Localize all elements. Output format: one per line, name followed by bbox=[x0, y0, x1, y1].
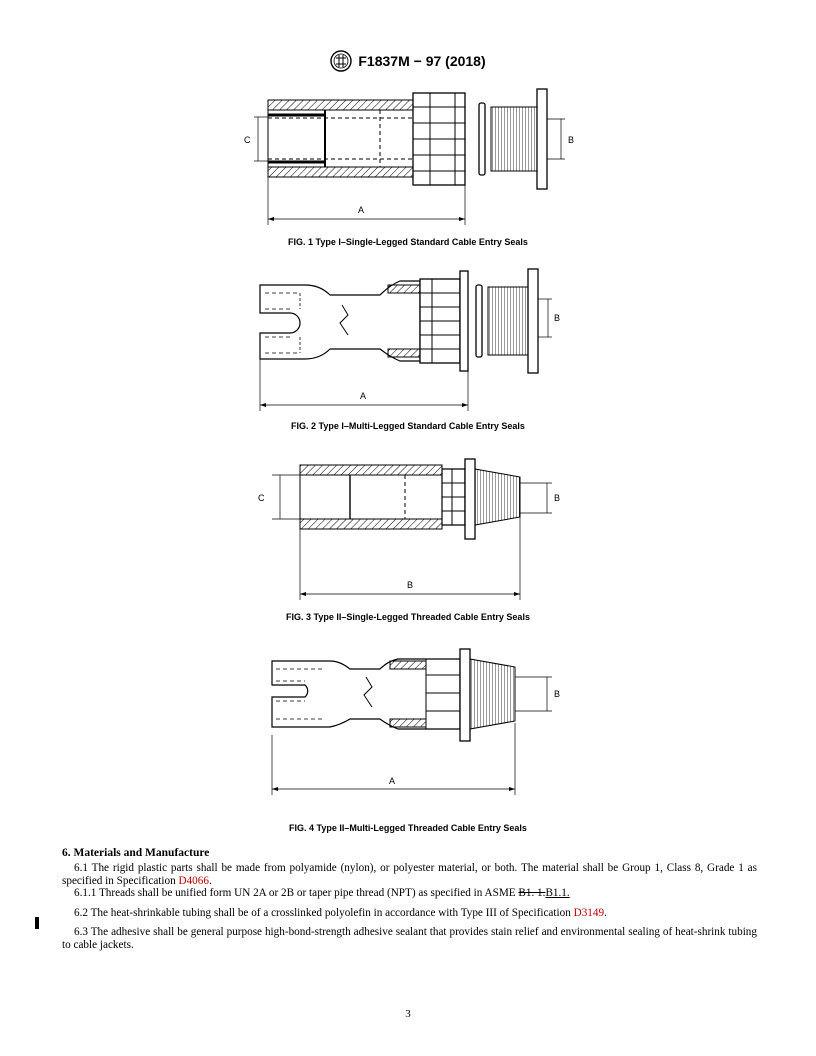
dim-a-label: A bbox=[360, 391, 367, 401]
page-number: 3 bbox=[405, 1008, 411, 1020]
deleted-text: B1. 1. bbox=[518, 887, 546, 899]
section-body bbox=[62, 862, 757, 951]
paragraph-6-2: 6.2 The heat-shrinkable tubing shall be of a crosslinked polyolefin in accordance with Type III of Specification D3149. bbox=[74, 906, 607, 919]
link-d3149[interactable]: D3149 bbox=[573, 906, 605, 919]
figure-4-drawing bbox=[0, 645, 816, 795]
section-heading: 6. Materials and Manufacture bbox=[62, 847, 210, 859]
astm-logo-icon bbox=[330, 50, 352, 72]
dim-b-label: B bbox=[554, 313, 561, 323]
link-d4066[interactable]: D4066 bbox=[178, 874, 209, 887]
figure-3-drawing bbox=[0, 455, 816, 605]
page-header bbox=[0, 50, 816, 77]
paragraph-6-1: 6.1 The rigid plastic parts shall be made from polyamide (nylon), or polyester material, or both. The material shall be Group 1, Class 8, Grade 1 as specified in Specification D4066. bbox=[62, 862, 757, 887]
figure-4-caption: FIG. 4 Type II–Multi-Legged Threaded Cable Entry Seals bbox=[289, 823, 527, 833]
dim-c-label: C bbox=[244, 135, 251, 145]
figure-2-caption: FIG. 2 Type I–Multi-Legged Standard Cable Entry Seals bbox=[291, 421, 525, 431]
inserted-text: B1.1. bbox=[545, 887, 570, 899]
paragraph-6-1-1: 6.1.1 Threads shall be unified form UN 2A or 2B or taper pipe thread (NPT) as specified in ASME B1. 1.B1.1. bbox=[74, 887, 570, 899]
dim-b-label: B bbox=[568, 135, 575, 145]
figure-1-caption: FIG. 1 Type I–Single-Legged Standard Cable Entry Seals bbox=[288, 237, 528, 247]
dim-c-label: C bbox=[258, 493, 265, 503]
document-title: F1837M − 97 (2018) bbox=[358, 53, 486, 69]
dim-a-label: A bbox=[358, 205, 365, 215]
figure-2-drawing bbox=[0, 265, 816, 415]
revision-change-bar bbox=[35, 917, 39, 929]
figure-3-caption: FIG. 3 Type II–Single-Legged Threaded Cable Entry Seals bbox=[286, 612, 530, 622]
paragraph-6-3: 6.3 The adhesive shall be general purpose high-bond-strength adhesive sealant that provides stain relief and environmental sealing of heat-shrink tubing to cable jackets. bbox=[62, 926, 757, 951]
dim-bottom-label: B bbox=[407, 580, 414, 590]
dim-b-label: B bbox=[554, 493, 561, 503]
dim-b-label: B bbox=[554, 689, 561, 699]
dim-a-label: A bbox=[389, 776, 396, 786]
figure-1-drawing bbox=[0, 85, 816, 235]
